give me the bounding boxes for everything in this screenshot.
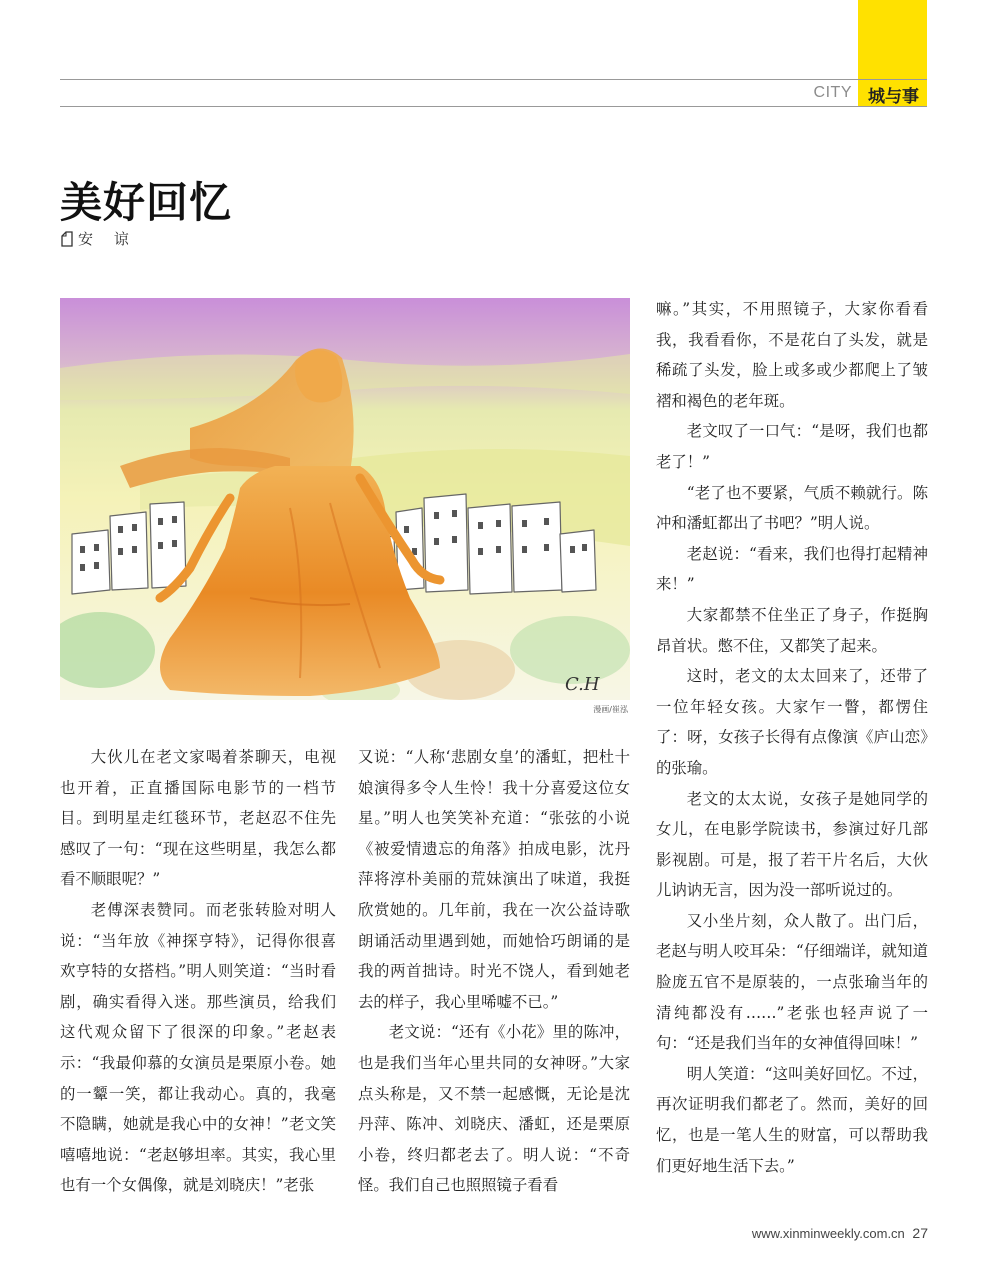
page-footer <box>752 1225 928 1241</box>
paragraph: 嘛。”其实，不用照镜子，大家你看看我，我看看你，不是花白了头发，就是稀疏了头发，脸上或多或少都爬上了皱褶和褐色的老年斑。 <box>656 300 928 410</box>
article-title: 美好回忆 <box>60 178 233 227</box>
paragraph: 老傅深表赞同。而老张转脸对明人说：“当年放《神探亨特》，记得你很喜欢亨特的女搭档。”明人则笑道：“当时看剧，确实看得入迷。那些演员，给我们这代观众留下了很深的印象。”老赵表示：“我最仰慕的女演员是栗原小卷。她的一颦一笑，都让我动心。真的，我毫不隐瞒，她就是我心中的女神！”老文笑嘻嘻地说：“老赵够坦率。其实，我心里也有一个女偶像，就是刘晓庆！”老张 <box>60 900 336 1195</box>
article-column-3 <box>656 294 928 1181</box>
paragraph: 大伙儿在老文家喝着茶聊天，电视也开着，正直播国际电影节的一档节目。到明星走红毯环节，老赵忍不住先感叹了一句：“现在这些明星，我怎么都看不顺眼呢？” <box>60 748 336 889</box>
paragraph: 老文说：“还有《小花》里的陈冲，也是我们当年心里共同的女神呀。”大家点头称是，又不禁一起感慨，无论是沈丹萍、陈冲、刘晓庆、潘虹，还是栗原小卷，终归都老去了。明人说：“不奇怪。我们自己也照照镜子看看 <box>358 1023 630 1195</box>
footer-url[interactable]: www.xinminweekly.com.cn <box>751 1226 905 1241</box>
paragraph: 又说：“人称‘悲剧女皇’的潘虹，把杜十娘演得多令人生怜！我十分喜爱这位女星。”明人也笑笑补充道：“张弦的小说《被爱情遗忘的角落》拍成电影，沈丹萍将淳朴美丽的荒妹演出了味道，我挺欣赏她的。几年前，我在一次公益诗歌朗诵活动里遇到她，而她恰巧朗诵的是我的两首拙诗。时光不饶人，看到她老去的样子，我心里唏嘘不已。” <box>358 748 630 1011</box>
illustration-credit: 漫画/崔泓 <box>593 705 628 714</box>
paragraph: 老文的太太说，女孩子是她同学的女儿，在电影学院读书，参演过好几部影视剧。可是，报了若干片名后，大伙儿讷讷无言，因为没一部听说过的。 <box>656 789 928 900</box>
article-column-1 <box>60 742 336 1201</box>
header-rule-bottom <box>60 106 927 107</box>
paragraph: 老赵说：“看来，我们也得打起精神来！” <box>656 544 928 594</box>
paragraph: 大家都禁不住坐正了身子，作挺胸昂首状。憋不住，又都笑了起来。 <box>656 605 928 655</box>
illustration-signature: C.H <box>565 674 600 695</box>
paragraph: 又小坐片刻，众人散了。出门后，老赵与明人咬耳朵：“仔细端详，就知道脸庞五官不是原装的，一点张瑜当年的清纯都没有……”老张也轻声说了一句：“还是我们当年的女神值得回味！” <box>656 911 928 1053</box>
byline <box>60 228 137 249</box>
article-illustration <box>60 298 630 700</box>
author-name: 安 谅 <box>78 230 137 248</box>
paragraph: 这时，老文的太太回来了，还带了一位年轻女孩。大家乍一瞥，都愣住了：呀，女孩子长得有点像演《庐山恋》的张瑜。 <box>656 667 928 777</box>
page-number: 27 <box>912 1225 928 1241</box>
paragraph: 明人笑道：“这叫美好回忆。不过，再次证明我们都老了。然而，美好的回忆，也是一笔人生的财富，可以帮助我们更好地生活下去。” <box>656 1064 928 1175</box>
paragraph: 老文叹了一口气：“是呀，我们也都老了！” <box>656 422 928 471</box>
article-column-2 <box>358 742 630 1201</box>
paragraph: “老了也不要紧，气质不赖就行。陈冲和潘虹都出了书吧？”明人说。 <box>656 483 928 533</box>
section-label-cn: 城与事 <box>868 87 919 107</box>
header-rule-top <box>60 79 927 80</box>
pen-icon <box>60 231 74 247</box>
section-label-en: CITY <box>813 84 852 101</box>
